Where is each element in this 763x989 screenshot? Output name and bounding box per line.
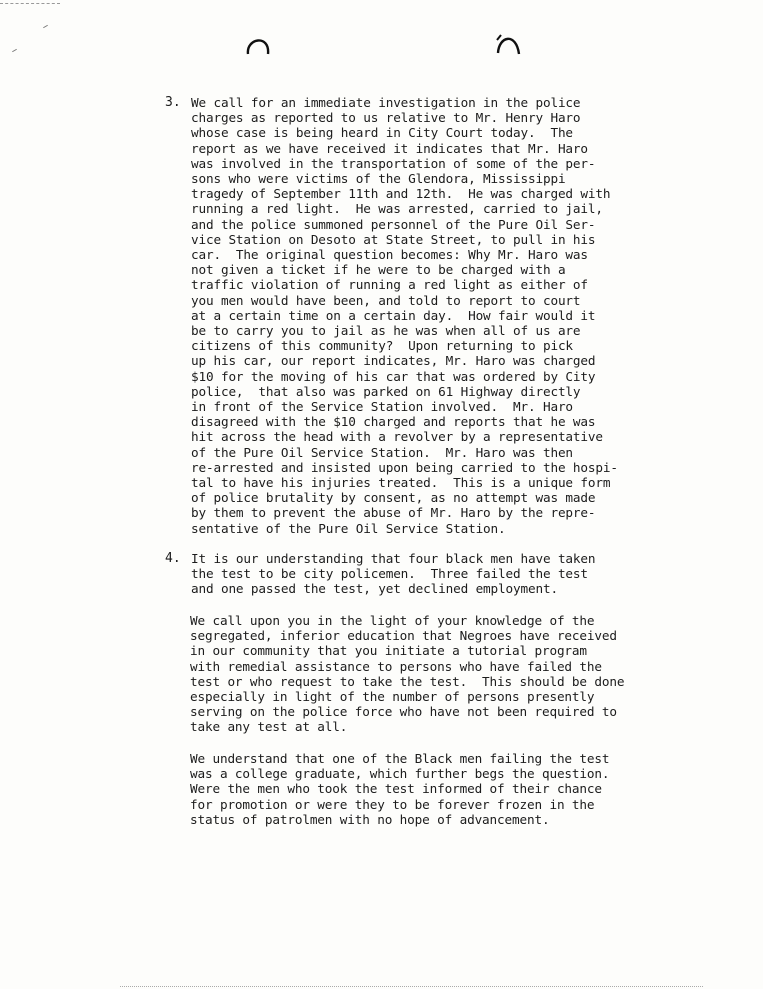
text-line: police, that also was parked on 61 Highway directly bbox=[191, 383, 581, 399]
paragraph-college-graduate bbox=[190, 751, 640, 827]
text-line: segregated, inferior education that Negroes have received bbox=[190, 628, 617, 644]
text-line: with remedial assistance to persons who have failed the bbox=[190, 658, 602, 674]
text-line: vice Station on Desoto at State Street, to pull in his bbox=[191, 231, 596, 247]
text-line: We call upon you in the light of your knowledge of the bbox=[190, 613, 595, 628]
text-line: take any test at all. bbox=[190, 719, 348, 735]
text-line: you men would have been, and told to report to court bbox=[191, 292, 581, 308]
text-line: especially in light of the number of persons presently bbox=[190, 689, 595, 705]
text-line: for promotion or were they to be forever frozen in the bbox=[190, 796, 595, 812]
text-line: test or who request to take the test. This should be done bbox=[190, 673, 625, 689]
text-line: was involved in the transportation of some of the per- bbox=[191, 155, 596, 171]
text-line: whose case is being heard in City Court today. The bbox=[191, 125, 573, 141]
scan-edge-mark bbox=[0, 3, 60, 4]
text-line: be to carry you to jail as he was when all of us are bbox=[191, 323, 581, 339]
item-text bbox=[191, 95, 641, 536]
text-line: tragedy of September 11th and 12th. He was charged with bbox=[191, 186, 611, 202]
text-line: We understand that one of the Black men failing the test bbox=[190, 751, 610, 766]
text-line: not given a ticket if he were to be charged with a bbox=[191, 262, 566, 278]
binder-hole-left-icon bbox=[244, 30, 272, 56]
text-line: charges as reported to us relative to Mr. Henry Haro bbox=[191, 110, 581, 126]
paragraph-tutorial-program bbox=[190, 613, 640, 735]
item-number: 3. bbox=[165, 95, 181, 110]
text-line: car. The original question becomes: Why Mr. Haro was bbox=[191, 247, 588, 263]
text-line: report as we have received it indicates that Mr. Haro bbox=[191, 140, 588, 156]
scan-speck bbox=[43, 25, 48, 28]
scan-bottom-edge bbox=[120, 986, 703, 987]
text-line: tal to have his injuries treated. This is a unique form bbox=[191, 475, 611, 491]
text-line: $10 for the moving of his car that was ordered by City bbox=[191, 368, 596, 384]
text-line: sentative of the Pure Oil Service Station. bbox=[191, 520, 506, 536]
text-line: up his car, our report indicates, Mr. Haro was charged bbox=[191, 353, 596, 369]
text-line: in our community that you initiate a tutorial program bbox=[190, 643, 587, 659]
text-line: disagreed with the $10 charged and reports that he was bbox=[191, 414, 596, 430]
text-line: the test to be city policemen. Three failed the test bbox=[191, 566, 588, 582]
item-text bbox=[191, 551, 641, 597]
item-number: 4. bbox=[165, 551, 181, 566]
text-line: of police brutality by consent, as no attempt was made bbox=[191, 490, 596, 506]
text-line: of the Pure Oil Service Station. Mr. Haro was then bbox=[191, 444, 573, 460]
text-line: and one passed the test, yet declined employment. bbox=[191, 581, 558, 597]
text-line: running a red light. He was arrested, carried to jail, bbox=[191, 201, 603, 217]
text-line: was a college graduate, which further begs the question. bbox=[190, 766, 610, 782]
text-line: in front of the Service Station involved. Mr. Haro bbox=[191, 399, 573, 415]
text-line: traffic violation of running a red light as either of bbox=[191, 277, 588, 293]
text-line: at a certain time on a certain day. How fair would it bbox=[191, 307, 596, 323]
text-line: hit across the head with a revolver by a representative bbox=[191, 429, 603, 445]
text-line: citizens of this community? Upon returning to pick bbox=[191, 338, 573, 354]
text-line: Were the men who took the test informed of their chance bbox=[190, 781, 602, 797]
text-line: status of patrolmen with no hope of advancement. bbox=[190, 811, 550, 827]
text-line: sons who were victims of the Glendora, Mississippi bbox=[191, 171, 566, 187]
text-line: by them to prevent the abuse of Mr. Haro by the repre- bbox=[191, 505, 596, 521]
text-line: We call for an immediate investigation in the police bbox=[191, 95, 581, 110]
text-line: It is our understanding that four black men have taken bbox=[191, 551, 596, 566]
binder-hole-right-icon bbox=[494, 30, 522, 56]
text-line: and the police summoned personnel of the Pure Oil Ser- bbox=[191, 216, 596, 232]
scan-speck bbox=[12, 49, 17, 52]
text-line: re-arrested and insisted upon being carried to the hospi- bbox=[191, 459, 618, 475]
text-line: serving on the police force who have not been required to bbox=[190, 704, 617, 720]
